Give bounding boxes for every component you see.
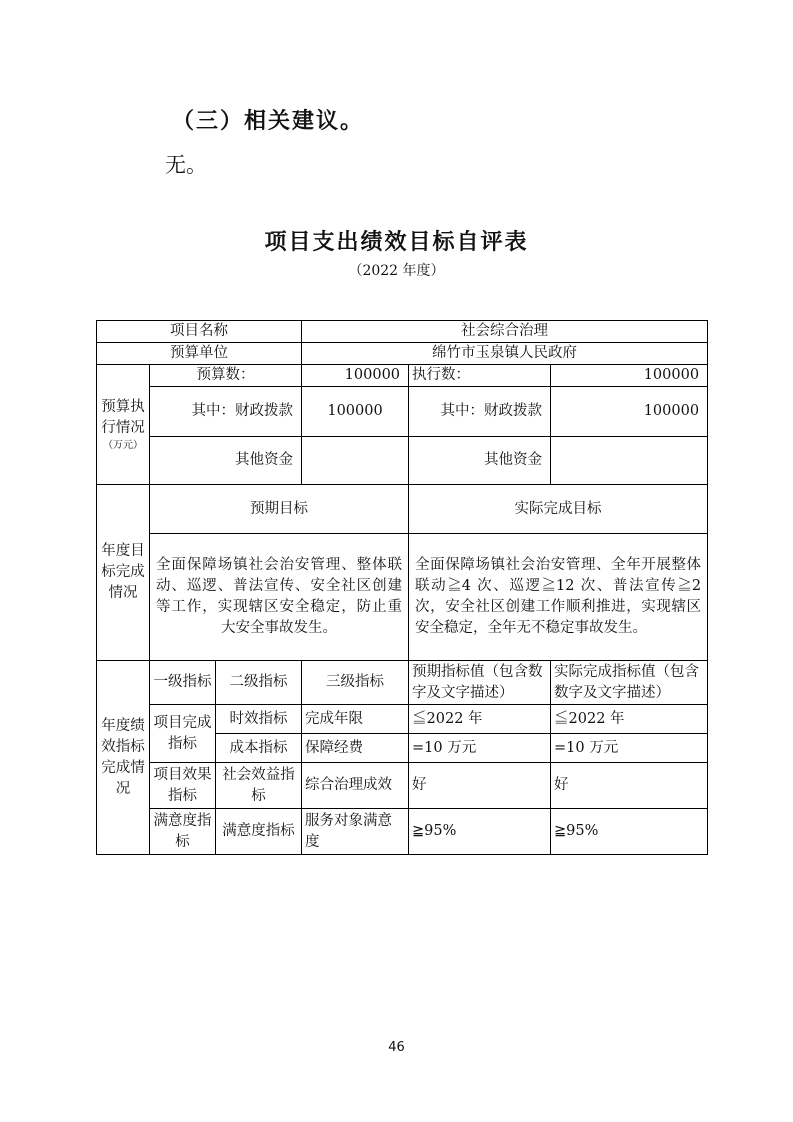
table-row	[97, 321, 708, 343]
budget-amount-label: 预算数：	[150, 365, 302, 387]
budget-exec-label-cell	[97, 365, 150, 485]
header-level1: 一级指标	[150, 661, 216, 705]
page-number: 46	[388, 1040, 405, 1055]
budget-amount-value: 100000	[302, 365, 409, 387]
header-level2: 二级指标	[216, 661, 302, 705]
other-funds-value	[302, 437, 409, 485]
level2-cell: 时效指标	[216, 705, 302, 734]
actual-goal-text: 全面保障场镇社会治安管理、全年开展整体联动≧4 次、巡逻≧12 次、普法宣传≧2 次，安全社区创建工作顺利推进，实现辖区安全稳定，全年无不稳定事故发生。	[409, 534, 708, 661]
level1-cell: 满意度指标	[150, 809, 216, 855]
level2-cell: 社会效益指标	[216, 763, 302, 809]
header-level3: 三级指标	[302, 661, 409, 705]
other-funds-label: 其他资金	[409, 437, 551, 485]
actual-value-cell: =10 万元	[551, 734, 708, 763]
table-row	[97, 343, 708, 365]
project-name-value: 社会综合治理	[302, 321, 708, 343]
table-row	[97, 437, 708, 485]
table-row	[97, 387, 708, 437]
exec-amount-label: 执行数：	[409, 365, 551, 387]
budget-unit-label: 预算单位	[97, 343, 302, 365]
table-row	[97, 534, 708, 661]
fiscal-label: 其中：财政拨款	[150, 387, 302, 437]
expected-goal-label: 预期目标	[150, 485, 409, 534]
level2-cell: 满意度指标	[216, 809, 302, 855]
fiscal-label: 其中：财政拨款	[409, 387, 551, 437]
fiscal-value: 100000	[551, 387, 708, 437]
project-name-label: 项目名称	[97, 321, 302, 343]
level2-cell: 成本指标	[216, 734, 302, 763]
expected-value-cell: ≦2022 年	[409, 705, 551, 734]
perf-label: 年度绩效指标完成情况	[97, 661, 150, 855]
actual-value-cell: ≧95%	[551, 809, 708, 855]
table-row	[97, 365, 708, 387]
level1-cell: 项目效果指标	[150, 763, 216, 809]
evaluation-table	[96, 320, 708, 855]
budget-exec-unit: （万元）	[103, 439, 143, 451]
expected-value-cell: =10 万元	[409, 734, 551, 763]
level3-cell: 服务对象满意度	[302, 809, 409, 855]
other-funds-label: 其他资金	[150, 437, 302, 485]
level3-cell: 完成年限	[302, 705, 409, 734]
actual-goal-label: 实际完成目标	[409, 485, 708, 534]
table-row	[97, 763, 708, 809]
budget-exec-label: 预算执行情况	[101, 398, 145, 436]
fiscal-value: 100000	[302, 387, 409, 437]
level3-cell: 综合治理成效	[302, 763, 409, 809]
level3-cell: 保障经费	[302, 734, 409, 763]
table-row	[97, 705, 708, 734]
annual-goal-label: 年度目标完成情况	[97, 485, 150, 661]
expected-value-cell: ≧95%	[409, 809, 551, 855]
actual-value-cell: ≦2022 年	[551, 705, 708, 734]
other-funds-value	[551, 437, 708, 485]
exec-amount-value: 100000	[551, 365, 708, 387]
table-row	[97, 809, 708, 855]
expected-value-cell: 好	[409, 763, 551, 809]
header-actual: 实际完成指标值（包含数字及文字描述）	[551, 661, 708, 705]
table-title: 项目支出绩效目标自评表	[264, 230, 529, 255]
table-row	[97, 485, 708, 534]
section-heading: （三）相关建议。	[172, 109, 365, 134]
header-expected: 预期指标值（包含数字及文字描述）	[409, 661, 551, 705]
expected-goal-text: 全面保障场镇社会治安管理、整体联动、巡逻、普法宣传、安全社区创建等工作，实现辖区安全稳定，防止重大安全事故发生。	[150, 534, 409, 661]
table-subtitle: （2022 年度）	[348, 263, 445, 279]
table-row	[97, 661, 708, 705]
actual-value-cell: 好	[551, 763, 708, 809]
budget-unit-value: 绵竹市玉泉镇人民政府	[302, 343, 708, 365]
level1-cell: 项目完成指标	[150, 705, 216, 763]
section-body: 无。	[165, 153, 207, 177]
